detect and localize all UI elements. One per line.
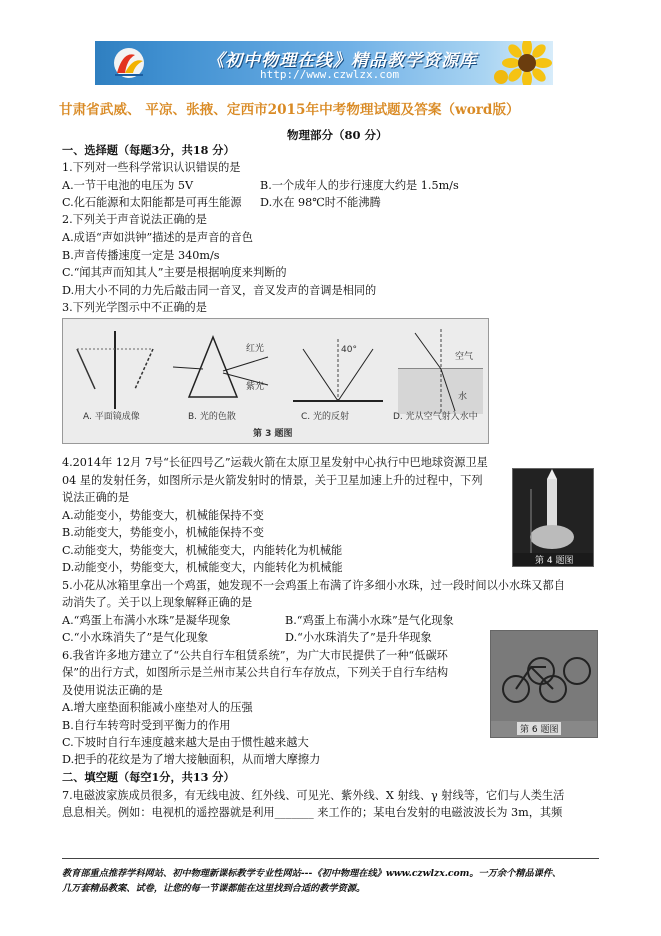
document-title: 甘肃省武威、 平凉、张掖、定西市2015年中考物理试题及答案（word版） <box>59 102 520 118</box>
option-c: C.下坡时自行车速度越来越大是由于惯性越来越大 <box>62 736 309 749</box>
option-c: C.“闻其声而知其人”主要是根据响度来判断的 <box>62 266 287 279</box>
water-label: 水 <box>458 392 468 402</box>
banner-title: 《初中物理在线》精品教学资源库 <box>207 51 477 71</box>
red-light-label: 红光 <box>246 344 265 354</box>
figure-caption: B. 光的色散 <box>188 412 236 422</box>
option-b: B.动能变大，势能变小，机械能保持不变 <box>62 526 264 539</box>
section-heading: 一、选择题（每题3分，共18 分） <box>62 143 235 157</box>
question-stem: 6.我省许多地方建立了“公共自行车租赁系统”，为广大市民提供了一种“低碳环 <box>62 649 448 662</box>
angle-label: 40° <box>341 345 357 355</box>
option-b: B.一个成年人的步行速度大约是 1.5m/s <box>260 179 459 192</box>
footer-divider <box>62 858 599 859</box>
figure-number: 第 6 题图 <box>517 722 561 735</box>
option-c: C.化石能源和太阳能都是可再生能源 <box>62 196 242 209</box>
bicycle-station-photo <box>490 630 598 738</box>
header-banner <box>95 41 553 85</box>
option-a: A.“鸡蛋上布满小水珠”是凝华现象 <box>62 614 231 627</box>
question-stem: 7.电磁波家族成员很多，有无线电波、红外线、可见光、紫外线、X 射线、γ 射线等，它们与人类生活 <box>62 789 565 802</box>
question-stem: 息息相关。例如：电视机的遥控器就是利用_______ 来工作的；某电台发射的电磁波波长为 3m，其频 <box>62 806 563 819</box>
rocket-icon <box>513 469 593 553</box>
question-stem: 5.小花从冰箱里拿出一个鸡蛋，她发现不一会鸡蛋上布满了许多细小水珠，过一段时间以小水珠又都自 <box>62 579 565 592</box>
question-stem: 动消失了。关于以上现象解释正确的是 <box>62 596 253 609</box>
figure-3 <box>62 318 489 444</box>
site-logo-icon <box>105 45 153 81</box>
question-stem: 2.下列关于声音说法正确的是 <box>62 213 207 226</box>
option-a: A.动能变小，势能变大，机械能保持不变 <box>62 509 264 522</box>
option-d: D.把手的花纹是为了增大接触面积，从而增大摩擦力 <box>62 753 321 766</box>
footer-text: 教育部重点推荐学科网站、初中物理新课标教学专业性网站---《初中物理在线》www.czwlzx.com。一万余个精品课件、 <box>62 868 562 879</box>
figure-number: 第 4 题图 <box>535 556 574 566</box>
air-label: 空气 <box>455 352 474 362</box>
question-stem: 3.下列光学图示中不正确的是 <box>62 301 207 314</box>
question-stem: 1.下列对一些科学常识认识错误的是 <box>62 161 241 174</box>
banner-url[interactable]: http://www.czwlzx.com <box>260 68 400 81</box>
figure-caption: C. 光的反射 <box>301 412 350 422</box>
question-stem: 保”的出行方式，如图所示是兰州市某公共自行车存放点，下列关于自行车结构 <box>62 666 449 679</box>
option-a: A.一节干电池的电压为 5V <box>62 179 194 192</box>
option-d: D.水在 98℃时不能沸腾 <box>260 196 381 209</box>
figure-caption: D. 光从空气射入水中 <box>393 412 478 422</box>
option-a: A.增大座垫面积能减小座垫对人的压强 <box>62 701 253 714</box>
question-stem: 及使用说法正确的是 <box>62 684 163 697</box>
rocket-launch-photo <box>512 468 594 567</box>
question-stem: 说法正确的是 <box>62 491 130 504</box>
purple-light-label: 紫光 <box>246 382 265 392</box>
option-b: B.“鸡蛋上布满小水珠”是气化现象 <box>285 614 454 627</box>
option-a: A.成语“声如洪钟”描述的是声音的音色 <box>62 231 253 244</box>
sunflower-icon <box>493 41 553 85</box>
option-b: B.自行车转弯时受到平衡力的作用 <box>62 719 231 732</box>
option-c: C.“小水珠消失了”是气化现象 <box>62 631 209 644</box>
section-subtitle: 物理部分（80 分） <box>287 128 388 142</box>
option-d: D.用大小不同的力先后敲击同一音叉，音叉发声的音调是相同的 <box>62 284 377 297</box>
question-stem: 4.2014年 12月 7号“长征四号乙”运载火箭在太原卫星发射中心执行中巴地球资源卫星 <box>62 456 488 469</box>
figure-caption: A. 平面镜成像 <box>83 412 140 422</box>
footer-text: 几万套精品教案、试卷，让您的每一节课都能在这里找到合适的教学资源。 <box>62 883 366 894</box>
option-c: C.动能变大，势能变大，机械能变大，内能转化为机械能 <box>62 544 343 557</box>
question-stem: 04 星的发射任务，如图所示是火箭发射时的情景，关于卫星加速上升的过程中，下列 <box>62 474 483 487</box>
figure-number: 第 3 题图 <box>253 429 293 439</box>
option-d: D.动能变小，势能变大，机械能变大，内能转化为机械能 <box>62 561 343 574</box>
option-d: D.“小水珠消失了”是升华现象 <box>285 631 432 644</box>
option-b: B.声音传播速度一定是 340m/s <box>62 249 220 262</box>
section-heading: 二、填空题（每空1分，共13 分） <box>62 770 235 784</box>
bicycle-icon <box>491 631 597 721</box>
